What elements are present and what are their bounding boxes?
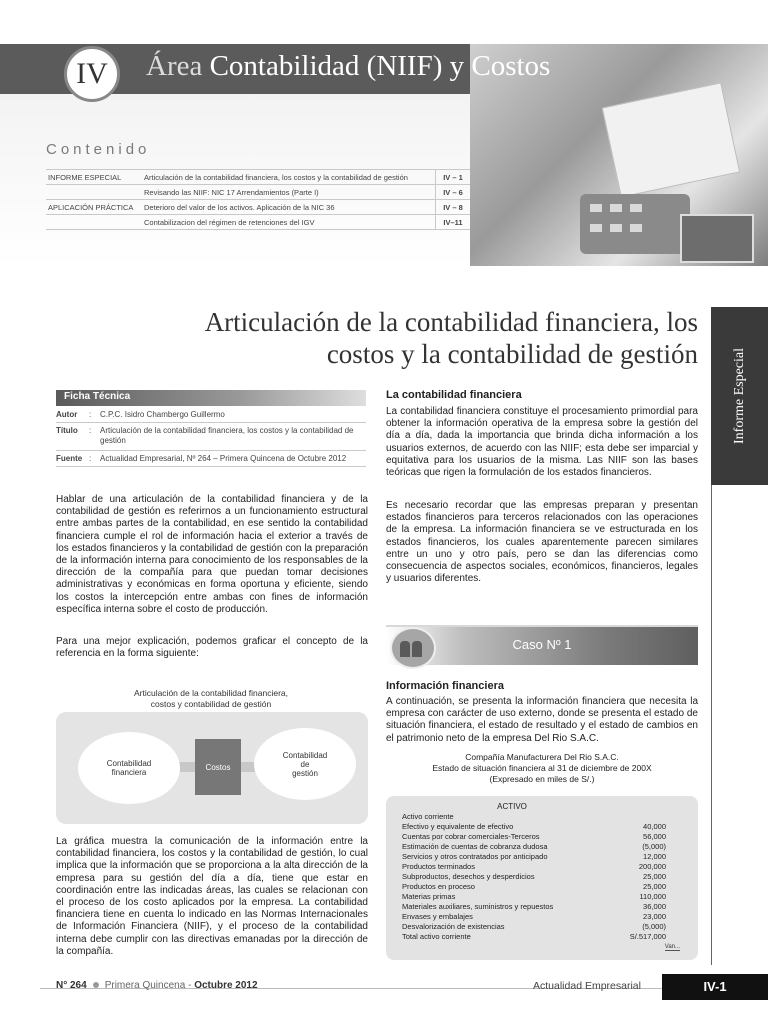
caso-banner: Caso Nº 1 xyxy=(386,625,698,665)
ficha-titulo: Título : Articulación de la contabilidad financiera, los costos y la contabilidad de gestión xyxy=(56,426,366,451)
right-paragraph-1: La contabilidad financiera constituye el procesamiento primordial para obtener la información operativa de la empresa sobre la gestión del día a día, dada la importancia que brinda dicha información a los usuarios externos, de acuerdo con las NIIF; esta debe ser imparcial y equitativa para los usuarios de la misma. Las NIIF son las bases teóricas que rigen la formulación de los estados financieros. xyxy=(386,406,698,479)
diagram-node-gestion: Contabilidad de gestión xyxy=(254,728,356,800)
balance-row xyxy=(402,832,682,842)
balance-row-value: 25,000 xyxy=(643,872,666,881)
section-title-area: Área xyxy=(146,50,203,82)
footer-dot-icon xyxy=(93,982,99,988)
balance-row-value: 25,000 xyxy=(643,882,666,891)
diagram-node-costos: Costos xyxy=(195,739,241,795)
ficha-fuente: Fuente : Actualidad Empresarial, Nº 264 – Primera Quincena de Octubre 2012 xyxy=(56,454,366,467)
balance-sheet xyxy=(386,796,698,960)
balance-row-value: 23,000 xyxy=(643,912,666,921)
sidebar-section-tab: Informe Especial xyxy=(711,307,768,485)
contents-row[interactable]: Contabilizacion del régimen de retenciones del IGV IV–11 xyxy=(46,215,470,230)
ficha-header: Ficha Técnica xyxy=(56,390,366,406)
right-paragraph-3: A continuación, se presenta la información financiera que necesita la empresa con carácter de uso externo, donde se presenta el estado de situación financiera, el estado de resultado y el estado de cambios en el patrimonio neto de la empresa Del Rio S.A.C. xyxy=(386,696,698,744)
balance-row-label: Cuentas por cobrar comerciales-Terceros xyxy=(402,832,540,841)
balance-row-value: 110,000 xyxy=(639,892,666,901)
balance-row-label: Productos terminados xyxy=(402,862,475,871)
balance-row-value: 36,000 xyxy=(643,902,666,911)
section-title xyxy=(146,50,550,83)
balance-row-value: 200,000 xyxy=(638,862,666,871)
balance-row-value: (5,000) xyxy=(642,922,666,931)
balance-row-label: Materiales auxiliares, suministros y repuestos xyxy=(402,902,554,911)
left-paragraph-3: La gráfica muestra la comunicación de la información entre la contabilidad financiera, los costos y la contabilidad de gestión, lo cual implica que la información que se proporciona a la alta dirección de la empresa para su gestión del día a día, tiene que estar en coordinación entre las indicadas áreas, las cuales se relacionan con el proceso de los costo aplicados por la empresa. La contabilidad financiera tiene en cuenta lo indicado en las Normas Internacionales de Información Financiera (NIIF), y el proceso de la contabilidad interna debe cumplir con las directivas emanadas por la dirección de la compañía. xyxy=(56,836,368,957)
section-title-rest: Contabilidad (NIIF) y Costos xyxy=(209,50,551,82)
balance-row-label: Envases y embalajes xyxy=(402,912,473,921)
balance-row xyxy=(402,912,682,922)
balance-row xyxy=(402,822,682,832)
balance-row-label: Efectivo y equivalente de efectivo xyxy=(402,822,514,831)
balance-row-value: 40,000 xyxy=(643,822,666,831)
sidebar-divider xyxy=(711,485,712,965)
balance-row xyxy=(402,932,682,942)
contents-row[interactable]: Revisando las NIIF: NIC 17 Arrendamientos (Parte I) IV – 6 xyxy=(46,185,470,200)
continues-label: Van... xyxy=(664,944,680,950)
balance-section-label: ACTIVO xyxy=(497,802,527,811)
right-paragraph-2: Es necesario recordar que las empresas preparan y presentan estados financieros para terceros relacionados con las operaciones de la empresa. La información financiera se ve estructurada en los estados financieros, los cuales aparentemente parecen similares entre un uno y otro país, pero se dan las diferencias como consecuencia de aspectos sociales, económicos, financieros, legales y usuarios diferentes. xyxy=(386,500,698,585)
balance-row xyxy=(402,852,682,862)
section-roman-badge: IV xyxy=(64,46,120,102)
balance-row xyxy=(402,872,682,882)
heading-contabilidad-financiera: La contabilidad financiera xyxy=(386,389,522,401)
diagram-title: Articulación de la contabilidad financiera, costos y contabilidad de gestión xyxy=(133,688,289,709)
footer-issue: N° 264 Primera Quincena - Octubre 2012 xyxy=(56,980,258,991)
balance-row-label: Desvalorización de existencias xyxy=(402,922,505,931)
balance-row xyxy=(402,902,682,912)
diagram xyxy=(56,712,368,824)
balance-row-label: Total activo corriente xyxy=(402,932,471,941)
diagram-node-financiera: Contabilidad financiera xyxy=(78,732,180,804)
left-paragraph-2: Para una mejor explicación, podemos graficar el concepto de la referencia en la forma siguiente: xyxy=(56,636,368,660)
left-paragraph-1: Hablar de una articulación de la contabilidad financiera y de la contabilidad de gestión es referirnos a un funcionamiento estructural entre ambas partes de la contabilidad, en ese sentido la contabilidad financiera cumple el rol de información hacia el exterior a través de los estados financieros y la contabilidad de gestión con la preparación de la información interna para conocimiento de los responsables de la dirección de la compañía para que puedan tomar decisiones administrativas y económicas en forma oportuna y eficiente, siendo los costos la intercepción entre ambas con fines de información específica interna sobre el costo de producción. xyxy=(56,494,368,615)
balance-row xyxy=(402,842,682,852)
contents-row[interactable]: APLICACIÓN PRÁCTICA Deterioro del valor de los activos. Aplicación de la NIC 36 IV – 8 xyxy=(46,200,470,215)
balance-row-label: Estimación de cuentas de cobranza dudosa xyxy=(402,842,548,851)
article-title: Articulación de la contabilidad financiera, los costos y la contabilidad de gestión xyxy=(204,307,698,369)
balance-row-value: S/.517,000 xyxy=(629,932,666,941)
balance-row xyxy=(402,862,682,872)
contents-table xyxy=(46,169,470,230)
balance-subsection: Activo corriente xyxy=(402,812,454,821)
footer-page-number: IV-1 xyxy=(662,974,768,1000)
balance-row xyxy=(402,892,682,902)
balance-row-label: Subproductos, desechos y desperdicios xyxy=(402,872,535,881)
footer-publication: Actualidad Empresarial xyxy=(533,980,641,992)
balance-row-label: Servicios y otros contratados por anticipado xyxy=(402,852,548,861)
balance-row-label: Materias primas xyxy=(402,892,456,901)
balance-row-value: 56,000 xyxy=(643,832,666,841)
balance-row-label: Productos en proceso xyxy=(402,882,475,891)
contents-row[interactable]: INFORME ESPECIAL Articulación de la contabilidad financiera, los costos y la contabilidad de gestión IV – 1 xyxy=(46,170,470,185)
balance-row-value: 12,000 xyxy=(643,852,666,861)
balance-row-value: (5,000) xyxy=(642,842,666,851)
balance-row xyxy=(402,922,682,932)
heading-informacion-financiera: Información financiera xyxy=(386,680,504,692)
balance-row xyxy=(402,882,682,892)
contents-label: Contenido xyxy=(46,141,151,158)
statement-heading: Compañía Manufacturera Del Rio S.A.C. Estado de situación financiera al 31 de diciembre de 200X (Expresado en miles de S/.) xyxy=(432,752,652,784)
ficha-autor: Autor : C.P.C. Isidro Chambergo Guillermo xyxy=(56,410,366,423)
